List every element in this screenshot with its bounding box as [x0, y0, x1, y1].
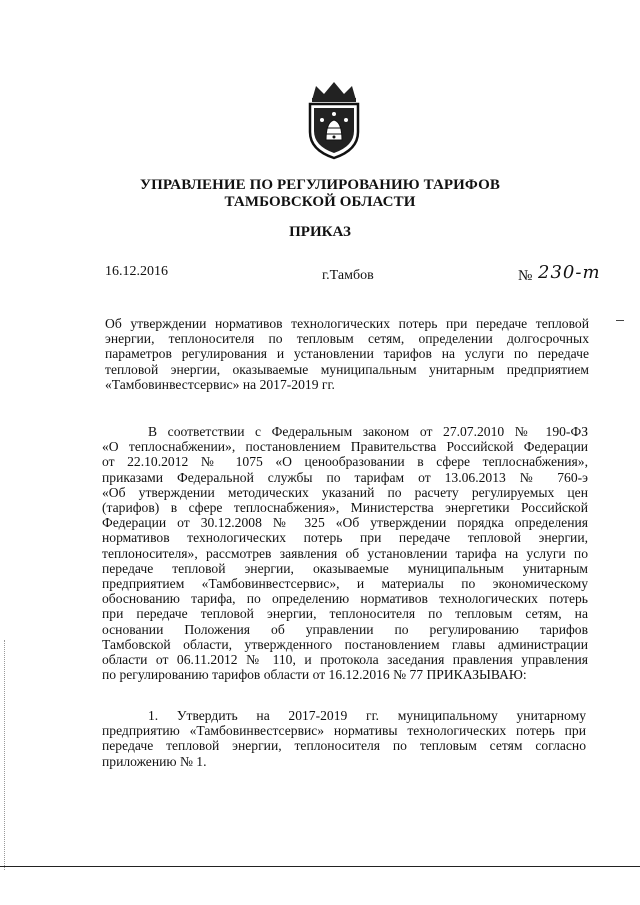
- preamble-line: приказами Федеральной службы по тарифам от 13.06.2013 № 760-э: [102, 469, 588, 485]
- preamble-line: основании Положения об управлении по регулированию тарифов: [102, 621, 588, 637]
- bottom-rule: [0, 866, 640, 867]
- document-number-label: №: [518, 268, 533, 284]
- coat-of-arms-icon: [302, 80, 366, 160]
- preamble-line: от 22.10.2012 № 1075 «О ценообразовании в сфере теплоснабжения»,: [102, 454, 588, 470]
- preamble-line: предприятием «Тамбовинвестсервис», и материалы по экономическому: [102, 576, 588, 592]
- document-type: ПРИКАЗ: [289, 224, 351, 240]
- preamble-line: нормативов технологических потерь при передаче тепловой энергии,: [102, 530, 588, 546]
- preamble-line: Тамбовской области, утвержденного постановлением главы администрации: [102, 636, 588, 652]
- preamble-line: области от 06.11.2012 № 110, и протокола заседания правления управления: [102, 652, 588, 668]
- preamble-paragraph: [102, 424, 588, 682]
- order-item-1: [102, 708, 586, 769]
- item-line: предприятию «Тамбовинвестсервис» нормативы технологических потерь при: [102, 723, 586, 739]
- item-line: передаче тепловой энергии, теплоносителя по тепловым сетям согласно: [102, 738, 586, 754]
- preamble-line: «О теплоснабжении», постановлением Правительства Российской Федерации: [102, 439, 588, 455]
- scan-margin-artifact: [4, 640, 6, 870]
- preamble-line: при передаче тепловой энергии, теплоносителя по тепловым сетям, на: [102, 606, 588, 622]
- preamble-line: передаче тепловой энергии, оказываемые муниципальным унитарным: [102, 560, 588, 576]
- subject-line: «Тамбовинвестсервис» на 2017-2019 гг.: [105, 376, 335, 392]
- subject-paragraph: [105, 316, 589, 392]
- item-line: 1. Утвердить на 2017-2019 гг. муниципальному унитарному: [148, 708, 586, 723]
- organization-name-line-2: ТАМБОВСКОЙ ОБЛАСТИ: [224, 194, 416, 210]
- document-number-handwritten: 230-т: [538, 262, 601, 283]
- preamble-line: В соответствии с Федеральным законом от 27.07.2010 № 190-ФЗ: [148, 424, 588, 439]
- document-city: г.Тамбов: [322, 268, 374, 283]
- margin-mark: [616, 320, 624, 321]
- preamble-line: Федерации от 30.12.2008 № 325 «Об утверждении порядка определения: [102, 515, 588, 531]
- document-date: 16.12.2016: [105, 264, 168, 279]
- preamble-line: «Об утверждении методических указаний по расчету регулируемых цен: [102, 484, 588, 500]
- subject-line: тепловой энергии, оказываемые муниципальным унитарным предприятием: [105, 361, 589, 377]
- organization-name-line-1: УПРАВЛЕНИЕ ПО РЕГУЛИРОВАНИЮ ТАРИФОВ: [140, 177, 500, 193]
- item-line: приложению № 1.: [102, 753, 207, 769]
- preamble-line: теплоносителя», рассмотрев заявления об установлении тарифа на услуги по: [102, 545, 588, 561]
- preamble-line: (тарифов) в сфере теплоснабжения», Министерства энергетики Российской: [102, 500, 588, 516]
- subject-line: Об утверждении нормативов технологических потерь при передаче тепловой: [105, 316, 589, 331]
- preamble-line: по регулированию тарифов области от 16.12.2016 № 77 ПРИКАЗЫВАЮ:: [102, 667, 527, 683]
- subject-line: энергии, теплоносителя по тепловым сетям, определении долгосрочных: [105, 331, 589, 347]
- subject-line: параметров регулирования и установлении тарифов на услуги по передаче: [105, 346, 589, 362]
- preamble-line: обоснованию тарифа, по определению нормативов технологических потерь: [102, 591, 588, 607]
